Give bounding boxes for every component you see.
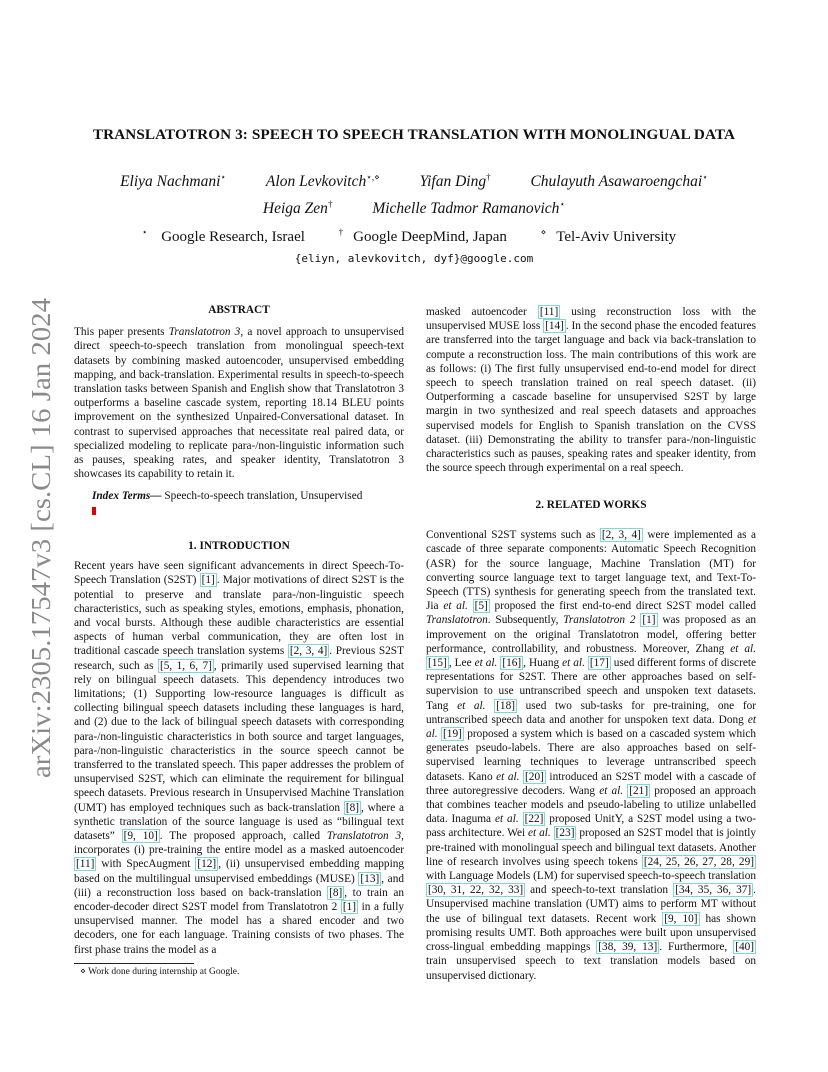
author-email: {eliyn, alevkovitch, dyf}@google.com	[294, 252, 534, 265]
citation-link[interactable]: [38, 39, 13]	[598, 941, 658, 954]
author-name: Heiga Zen†	[262, 199, 333, 218]
author-name: Yifan Ding†	[419, 172, 491, 191]
citation-link[interactable]: [23]	[555, 827, 575, 840]
citation-link[interactable]: [11]	[539, 306, 559, 318]
affiliation: † Google DeepMind, Japan	[338, 227, 507, 245]
introduction-heading: 1. INTRODUCTION	[188, 540, 290, 552]
index-terms: Index Terms— Speech-to-speech translation, Unsupervised	[92, 490, 363, 503]
related-works-heading: 2. RELATED WORKS	[535, 499, 647, 511]
red-marker	[92, 507, 96, 515]
citation-link[interactable]: [34, 35, 36, 37]	[675, 884, 752, 897]
citation-link[interactable]: [12]	[197, 858, 217, 871]
paper-title: TRANSLATOTRON 3: SPEECH TO SPEECH TRANSLATION WITH MONOLINGUAL DATA	[92, 126, 736, 143]
citation-link[interactable]: [1]	[642, 614, 656, 627]
introduction-text: Recent years have seen significant advancements in direct Speech-To-Speech Translation (S2ST) [1] . Major motivations of direct S2ST is the potential to preserve and translate para-/non-linguistic speech characteristics, such as speaking styles, emotions, emphasis, phonation, and vocal bursts. Although these audible characteristics are essential aspects of human verbal communication, they are often lost in traditional cascade speech translation systems [2, 3, 4] . Previous S2ST research, such as [5, 1, 6, 7] , primarily used supervised learning that rely on bilingual speech datasets. This dependency introduces two limitations; (1) Supporting low-resource languages is difficult as collecting bilingual speech datasets including these languages is hard, and (2) due to the lack of bilingual speech datasets with corresponding para-/non-linguistic characteristics in both source and target languages, para-/non-linguistic characteristics in the source speech cannot be transferred to the translated speech. This paper addresses the problem of unsupervised S2ST, which can eliminate the requirement for bilingual speech datasets. Previous research in Unsupervised Machine Translation (UMT) has employed techniques such as back-translation [8] , where a synthetic translation of the source language is used as “bilingual text datasets” [9, 10] . The proposed approach, called Translatotron 3, incorporates (i) pre-training the entire model as a masked autoencoder [11] with SpecAugment [12] , (ii) unsupervised embedding mapping based on the multilingual unsupervised embeddings (MUSE) [13] , and (iii) a reconstruction loss based on back-translation [8] , to train an encoder-decoder direct S2ST model from Translatotron 2 [1] in a fully unsupervised manner. The model has a shared encoder and two decoders, one for each language. Training consists of two phases. The first phase trains the model as a	[74, 560, 405, 956]
citation-link[interactable]: [19]	[443, 728, 462, 741]
related-works-section	[426, 498, 756, 983]
citation-link[interactable]: [9, 10]	[664, 912, 698, 925]
introduction-section	[74, 539, 404, 957]
citation-link[interactable]: [22]	[524, 813, 544, 826]
citation-link[interactable]: [21]	[629, 784, 649, 797]
footnote: ⋄ Work done during internship at Google.	[80, 967, 240, 977]
introduction-continued	[426, 305, 756, 475]
arxiv-id: arXiv:2305.17547v3 [cs.CL] 16 Jan 2024	[26, 328, 56, 778]
author-name: Alon Levkovitch⋆,⋄	[265, 172, 380, 191]
author-name: Chulayuth Asawaroengchai⋆	[530, 172, 708, 191]
abstract-section	[74, 303, 404, 518]
citation-link[interactable]: [30, 31, 22, 32, 33]	[428, 884, 524, 897]
author-list	[72, 166, 756, 220]
citation-link[interactable]: [15]	[428, 657, 447, 670]
citation-link[interactable]: [9, 10]	[123, 830, 158, 843]
arxiv-watermark	[6, 288, 72, 788]
citation-link[interactable]: [18]	[496, 699, 515, 712]
citation-link[interactable]: [20]	[525, 770, 544, 783]
abstract-heading: ABSTRACT	[208, 304, 270, 316]
citation-link[interactable]: [8]	[345, 801, 360, 814]
citation-link[interactable]: [17]	[589, 657, 609, 670]
footnote-rule	[74, 963, 194, 964]
citation-link[interactable]: [8]	[329, 886, 343, 899]
affiliations	[72, 227, 756, 246]
citation-link[interactable]: [24, 25, 26, 27, 28, 29]	[643, 855, 754, 868]
citation-link[interactable]: [16]	[502, 657, 522, 670]
citation-link[interactable]: [5]	[474, 600, 488, 613]
citation-link[interactable]: [1]	[201, 574, 215, 587]
citation-link[interactable]: [2, 3, 4]	[601, 529, 641, 542]
citation-link[interactable]: [5, 1, 6, 7]	[159, 659, 212, 672]
affiliation: ⋄ Tel-Aviv University	[540, 227, 677, 245]
introduction-text: masked autoencoder [11] using reconstruction loss with the unsupervised MUSE loss [14] . In the second phase the encoded features are transferred into the target language and back via back-translation to compute a reconstruction loss. The main contributions of this work are as follows: (i) The first fully unsupervised end-to-end model for direct speech to speech translation trained on real speech dataset. (ii) Outperforming a cascade baseline for unsupervised S2ST by large margin in two synthesized and real speech datasets and approaches supervised models for English to Spanish translation on the CVSS dataset. (iii) Demonstrating the ability to transfer para-/non-linguistic characteristics such as pauses, speaking rates and speaker identity, from the source speech through experimental on a real speech.	[426, 306, 757, 475]
citation-link[interactable]: [40]	[735, 941, 755, 954]
citation-link[interactable]: [13]	[360, 872, 380, 885]
abstract-text: This paper presents Translatotron 3, a novel approach to unsupervised direct speech-to-speech translation from monolingual speech-text datasets by combining masked autoencoder, unsupervised embedding mapping, and back-translation. Experimental results in speech-to-speech translation tasks between Spanish and English show that Translatotron 3 outperforms a baseline cascade system, reporting 18.14 BLEU points improvement on the synthesized Unpaired-Conversational dataset. In contrast to supervised approaches that necessitate real paired data, or specialized modeling to replicate para-/non-linguistic information such as pauses, speaking rates, and speaker identity, Translatotron 3 showcases its capability to retain it.	[74, 326, 404, 481]
related-works-text: Conventional S2ST systems such as [2, 3, 4] were implemented as a cascade of three separate components: Automatic Speech Recognition (ASR) for the source language, Machine Translation (MT) for converting source language text to target language text, and Text-To-Speech (TTS) synthesis for generating speech from the translated text. Jia et al. [5] proposed the first end-to-end direct S2ST model called Translatotron. Subsequently, Translatotron 2 [1] was proposed as an improvement on the original Translatotron model, offering better performance, controllability, and robustness. Moreover, Zhang et al. [15] , Lee et al. [16] , Huang et al. [17] used different forms of discrete representations for S2ST. There are other approaches based on self-supervision to use untranscribed speech and unspoken text datasets. Tang et al. [18] used two sub-tasks for pre-training, one for untranscribed speech data and another for unspoken text data. Dong et al. [19] proposed a system which is based on a cascaded system which generates pseudo-labels. There are also approaches based on self-supervised learning techniques to leverage untranscribed speech datasets. Kano et al. [20] introduced an S2ST model with a cascade of three autoregressive decoders. Wang et al. [21] proposed an approach that combines teacher models and pseudo-labeling to utilize unlabelled data. Inaguma et al. [22] proposed UnitY, a S2ST model using a two-pass architecture. Wei et al. [23] proposed an S2ST model that is jointly pre-trained with monolingual speech and bilingual text datasets. Another line of research involves using speech tokens [24, 25, 26, 27, 28, 29] with Language Models (LM) for supervised speech-to-speech translation [30, 31, 22, 32, 33] and speech-to-text translation [34, 35, 36, 37] . Unsupervised machine translation (UMT) aims to perform MT without the use of bilingual text datasets. Recent work [9, 10] has shown promising results UMT. Both approaches were built upon unsupervised cross-lingual embedding mappings [38, 39, 13] . Furthermore, [40] train unsupervised speech to text translation models based on unsupervised dictionary.	[426, 529, 757, 982]
citation-link[interactable]: [2, 3, 4]	[289, 645, 328, 658]
author-name: Michelle Tadmor Ramanovich⋆	[372, 199, 566, 218]
affiliation: ⋆ Google Research, Israel	[141, 227, 305, 245]
citation-link[interactable]: [14]	[545, 320, 564, 333]
citation-link[interactable]: [11]	[76, 858, 95, 871]
citation-link[interactable]: [1]	[342, 901, 357, 914]
author-name: Eliya Nachmani⋆	[120, 172, 227, 191]
